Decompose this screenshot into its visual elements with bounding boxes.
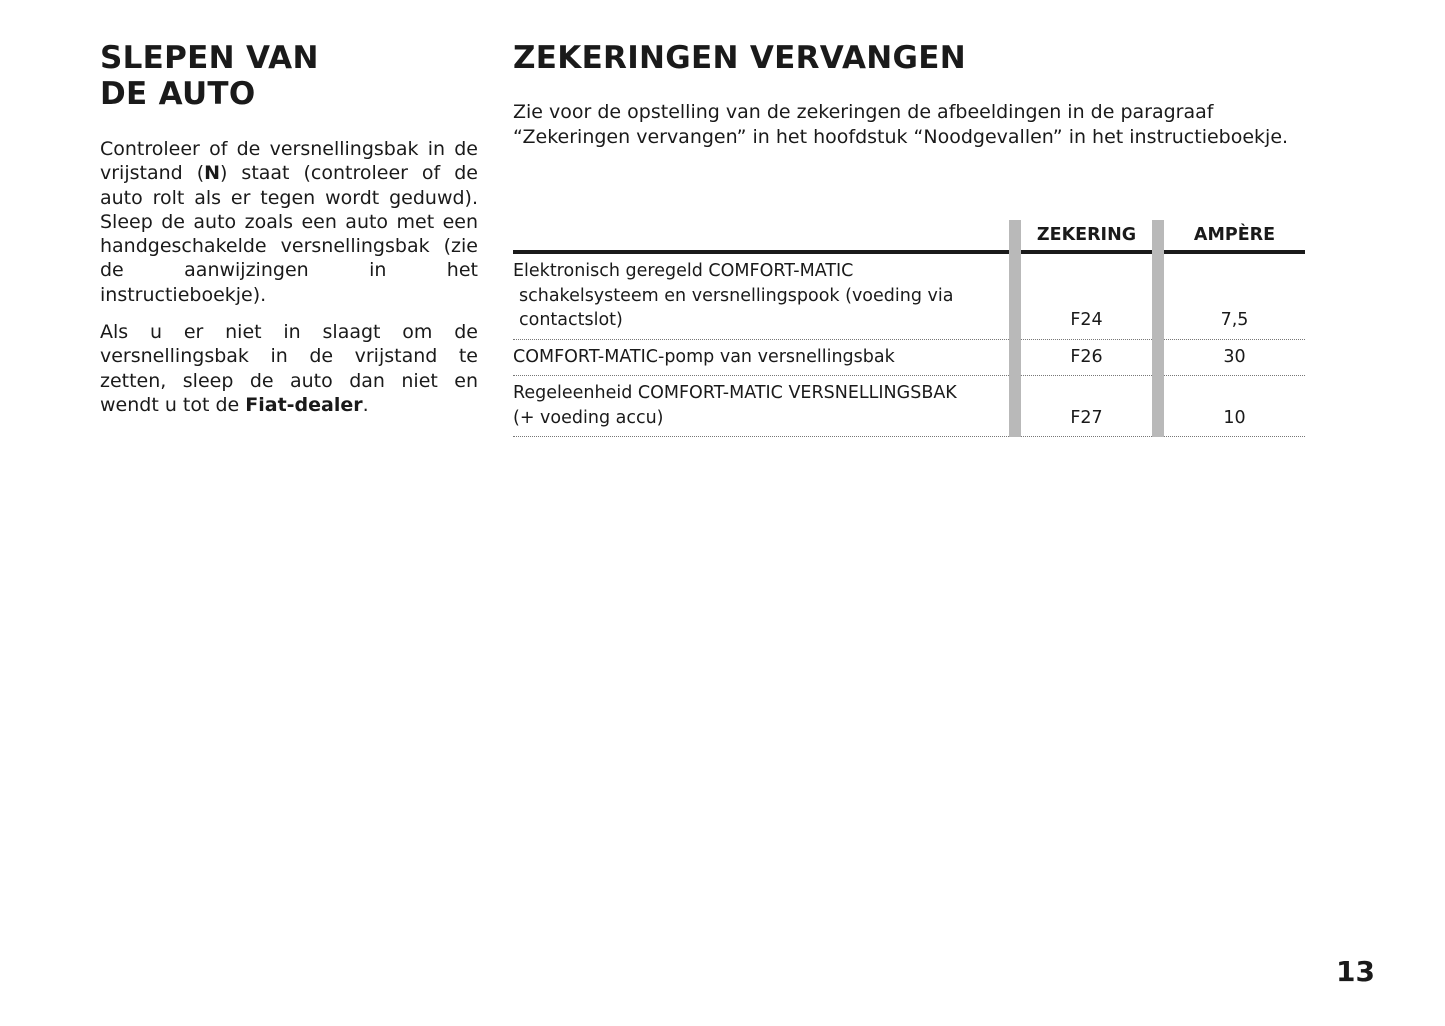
column-divider	[1152, 339, 1164, 376]
row-fuse: F24	[1021, 252, 1152, 339]
column-divider	[1009, 220, 1021, 252]
column-divider	[1009, 339, 1021, 376]
column-divider	[1152, 252, 1164, 339]
header-fuse: ZEKERING	[1021, 220, 1152, 252]
row-ampere: 10	[1164, 376, 1305, 437]
row-fuse: F27	[1021, 376, 1152, 437]
fuses-title: ZEKERINGEN VERVANGEN	[513, 40, 966, 76]
fuse-table-header	[513, 220, 1305, 252]
neutral-gear-label: N	[204, 162, 221, 185]
column-divider	[1009, 252, 1021, 339]
row-description: Regeleenheid COMFORT-MATIC VERSNELLINGSBAK (+ voeding accu)	[513, 376, 1009, 437]
towing-title	[100, 40, 460, 112]
row-description: COMFORT-MATIC-pomp van versnellingsbak	[513, 339, 1009, 376]
row-ampere: 30	[1164, 339, 1305, 376]
towing-title-line1: SLEPEN VAN	[100, 40, 319, 76]
table-row	[513, 339, 1305, 376]
page-number: 13	[1336, 955, 1375, 988]
column-divider	[1152, 220, 1164, 252]
fiat-dealer-label: Fiat-dealer	[245, 393, 363, 416]
row-description: Elektronisch geregeld COMFORT-MATIC schakelsysteem en versnellingspook (voeding via contactslot)	[513, 252, 1009, 339]
towing-body	[100, 137, 478, 430]
column-divider	[1009, 376, 1021, 437]
table-row	[513, 252, 1305, 339]
fuse-table	[513, 220, 1305, 437]
row-ampere: 7,5	[1164, 252, 1305, 339]
towing-title-line2: DE AUTO	[100, 76, 256, 112]
column-divider	[1152, 376, 1164, 437]
row-fuse: F26	[1021, 339, 1152, 376]
header-ampere: AMPÈRE	[1164, 220, 1305, 252]
towing-paragraph-2: Als u er niet in slaagt om de versnellingsbak in de vrijstand te zetten, sleep de auto dan niet en wendt u tot de Fiat-dealer.	[100, 321, 478, 416]
header-description	[513, 220, 1009, 252]
fuses-intro: Zie voor de opstelling van de zekeringen de afbeeldingen in de paragraaf “Zekeringen vervangen” in het hoofdstuk “Noodgevallen” in het instructieboekje.	[513, 101, 1289, 148]
towing-paragraph-1: Controleer of de versnellingsbak in de vrijstand (N) staat (controleer of de auto rolt als er tegen wordt geduwd). Sleep de auto zoals een auto met een handgeschakelde versnellingsbak (zie de aanwijzingen in het instructieboekje).	[100, 138, 478, 306]
table-row	[513, 376, 1305, 437]
